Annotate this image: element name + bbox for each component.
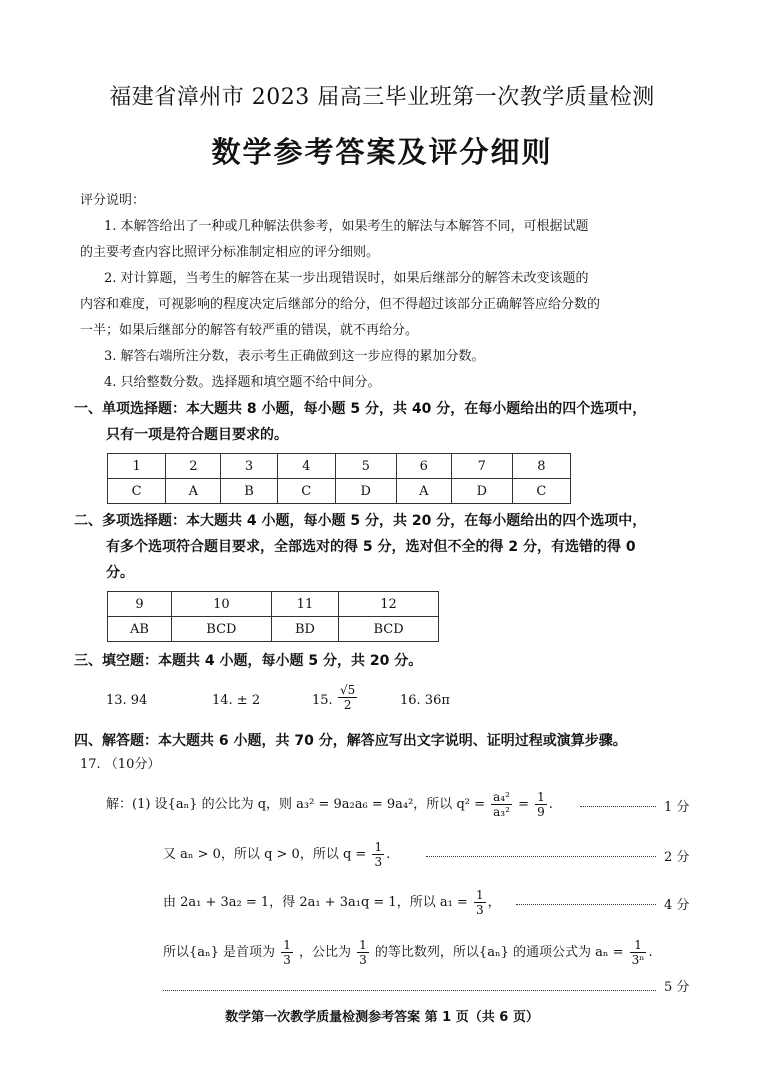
table-cell: AB [108, 617, 172, 642]
solution-step-4: 所以{aₙ} 是首项为 $\frac{1}{3}$ ，公比为 $\frac{1}{3}$ 的等比数列，所以{aₙ} 的通项公式为 aₙ = $\frac{1}{\text{3ⁿ}}$ . [163, 938, 653, 967]
dot-leader [516, 904, 656, 905]
score-mark: 2 分 [664, 850, 690, 865]
table-cell: 9 [108, 592, 172, 617]
single-choice-answer-table [107, 453, 571, 504]
table-cell: 10 [171, 592, 271, 617]
section-1-subheading: 只有一项是符合题目要求的。 [106, 427, 288, 443]
score-mark: 5 分 [664, 980, 690, 995]
note-1-line-1: 1. 本解答给出了一种或几种解法供参考，如果考生的解法与本解答不同，可根据试题 [104, 219, 589, 234]
table-cell: BCD [339, 617, 439, 642]
section-2-line-3: 分。 [106, 565, 134, 581]
table-row-numbers [108, 454, 571, 479]
table-cell: BCD [171, 617, 271, 642]
multi-choice-answer-table [107, 591, 439, 642]
table-cell: 1 [108, 454, 166, 479]
table-cell: 12 [339, 592, 439, 617]
table-cell: B [221, 479, 277, 504]
table-cell: 2 [166, 454, 221, 479]
fraction-numerator: 1 [630, 938, 647, 953]
table-cell: D [335, 479, 396, 504]
step-text: ，公比为 [298, 945, 351, 960]
section-3-heading: 三、填空题：本题共 4 小题，每小题 5 分，共 20 分。 [74, 653, 423, 669]
solution-step-1: 解：(1) 设{aₙ} 的公比为 q，则 a₃² = 9a₂a₆ = 9a₄²，所以 q² = $\frac{\text{a₄²}}{\text{a₃²}}$ = $\frac{1}{9}$ . [106, 790, 553, 819]
table-cell: BD [271, 617, 338, 642]
section-1-heading: 一、单项选择题：本大题共 8 小题，每小题 5 分，共 40 分，在每小题给出的四个选项中， [74, 401, 647, 417]
note-2-line-2: 内容和难度，可视影响的程度决定后继部分的给分，但不得超过该部分正确解答应给分数的 [80, 297, 601, 312]
dot-leader [580, 806, 656, 807]
note-4: 4. 只给整数分数。选择题和填空题不给中间分。 [104, 375, 381, 390]
table-cell: A [396, 479, 451, 504]
fraction-numerator: 1 [283, 938, 291, 952]
table-row-numbers [108, 592, 439, 617]
note-1-line-2: 的主要考查内容比照评分标准制定相应的评分细则。 [80, 245, 380, 260]
score-mark: 4 分 [664, 898, 690, 913]
note-2-line-3: 一半；如果后继部分的解答有较严重的错误，就不再给分。 [80, 323, 419, 338]
table-cell: C [277, 479, 335, 504]
notes-heading: 评分说明： [80, 193, 146, 208]
table-row-answers [108, 479, 571, 504]
step-text: 由 2a₁ + 3a₂ = 1，得 2a₁ + 3a₁q = 1，所以 a₁ = [163, 895, 468, 910]
table-cell: 4 [277, 454, 335, 479]
fraction-numerator: 1 [537, 790, 545, 804]
fraction-numerator: 1 [374, 840, 383, 854]
dot-leader [163, 990, 656, 991]
step-text: 的等比数列，所以{aₙ} 的通项公式为 aₙ = [374, 945, 624, 960]
fraction-denominator: 3 [283, 953, 291, 967]
page-footer: 数学第一次教学质量检测参考答案 第 1 页（共 6 页） [225, 1010, 539, 1025]
table-cell: 5 [335, 454, 396, 479]
table-cell: 6 [396, 454, 451, 479]
question-17-label: 17. （10分） [80, 757, 161, 772]
answer-14: 14. ± 2 [212, 693, 261, 708]
table-cell: 8 [512, 454, 570, 479]
fraction-denominator: 3ⁿ [631, 953, 645, 967]
dot-leader [426, 856, 656, 857]
table-cell: C [108, 479, 166, 504]
table-cell: 7 [451, 454, 512, 479]
step-text: 所以{aₙ} 是首项为 [163, 945, 276, 960]
section-4-heading: 四、解答题：本大题共 6 小题，共 70 分，解答应写出文字说明、证明过程或演算步骤。 [74, 733, 627, 749]
note-3: 3. 解答右端所注分数，表示考生正确做到这一步应得的累加分数。 [104, 349, 485, 364]
fraction-denominator: 3 [374, 855, 383, 869]
table-cell: D [451, 479, 512, 504]
table-cell: A [166, 479, 221, 504]
fraction-numerator: 1 [475, 888, 484, 902]
step-text: 又 aₙ > 0，所以 q > 0，所以 q = [163, 847, 367, 862]
solution-step-3: 由 2a₁ + 3a₂ = 1，得 2a₁ + 3a₁q = 1，所以 a₁ = $\frac{1}{3}$ ， [163, 888, 501, 917]
answer-15-fraction [336, 683, 359, 712]
note-2-line-1: 2. 对计算题，当考生的解答在某一步出现错误时，如果后继部分的解答未改变该题的 [104, 271, 589, 286]
table-cell: C [512, 479, 570, 504]
fraction-numerator: 1 [359, 938, 367, 952]
section-2-line-2: 有多个选项符合题目要求，全部选对的得 5 分，选对但不全的得 2 分，有选错的得 0 [106, 539, 636, 555]
equals-sign: = [518, 797, 529, 812]
fraction-numerator: √5 [340, 683, 356, 697]
table-cell: 3 [221, 454, 277, 479]
section-2-heading: 二、多项选择题：本大题共 4 小题，每小题 5 分，共 20 分，在每小题给出的四个选项中， [74, 513, 647, 529]
solution-step-2: 又 aₙ > 0，所以 q > 0，所以 q = $\frac{1}{3}$ . [163, 840, 391, 869]
score-mark: 1 分 [664, 800, 690, 815]
fraction-numerator: a₄² [493, 790, 510, 804]
answer-15-label: 15. [312, 693, 333, 708]
fraction-denominator: 9 [537, 805, 545, 819]
fraction-denominator: a₃² [493, 805, 510, 819]
document-title: 福建省漳州市 2023 届高三毕业班第一次教学质量检测 [109, 85, 655, 110]
fraction-denominator: 3 [359, 953, 367, 967]
answer-16: 16. 36π [400, 693, 450, 708]
table-cell: 11 [271, 592, 338, 617]
table-row-answers [108, 617, 439, 642]
answer-13: 13. 94 [106, 693, 148, 708]
document-subtitle: 数学参考答案及评分细则 [211, 135, 553, 169]
step-text: 解：(1) 设{aₙ} 的公比为 q，则 a₃² = 9a₂a₆ = 9a₄²，所以 q² = [106, 797, 485, 812]
fraction-denominator: 3 [475, 903, 484, 917]
fraction-denominator: 2 [343, 698, 352, 712]
